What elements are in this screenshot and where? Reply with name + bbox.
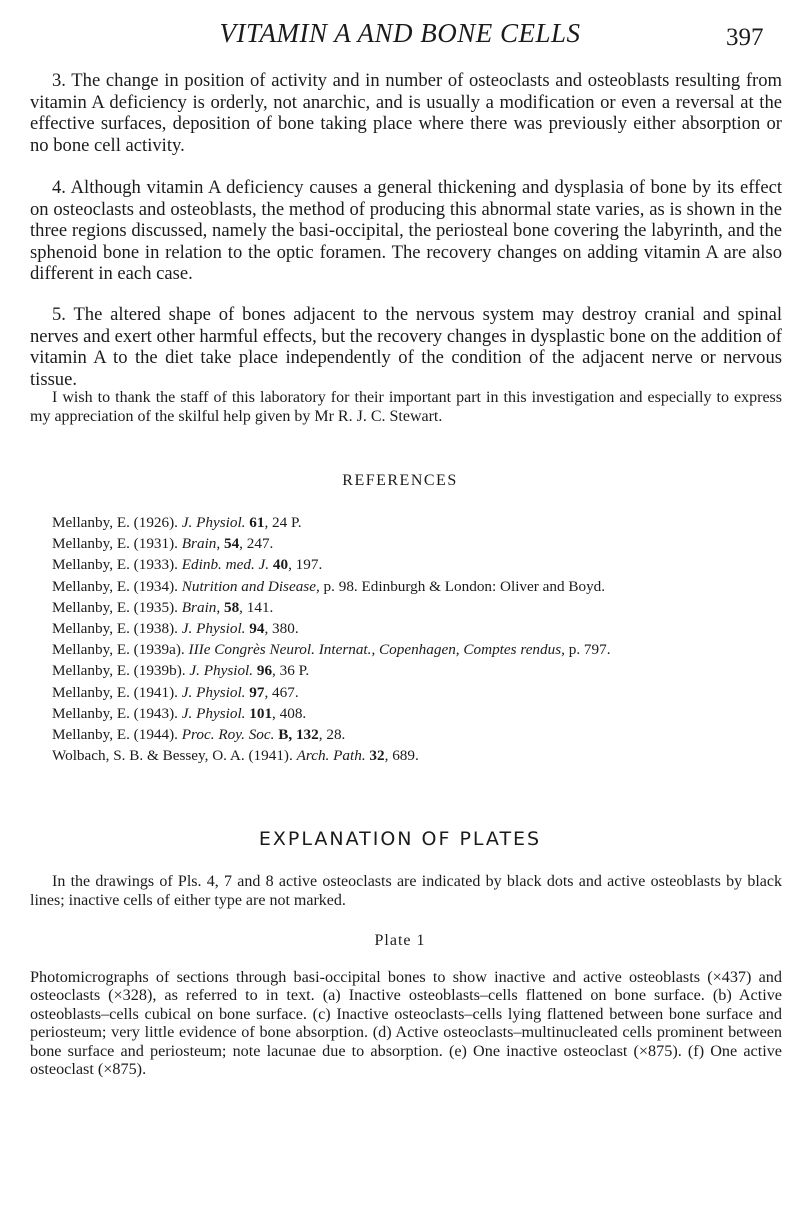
references-heading: REFERENCES: [342, 472, 458, 489]
acknowledgement: I wish to thank the staff of this laboratory for their important part in this investigation and especially to express my appreciation of the skilful help given by Mr R. J. C. Stewart.: [30, 389, 782, 425]
reference-item: Mellanby, E. (1934). Nutrition and Disease, p. 98. Edinburgh & London: Oliver and Boyd.: [52, 577, 606, 595]
plate-1-caption: Photomicrographs of sections through basi-occipital bones to show inactive and active osteoblasts (×437) and osteoclasts (×328), as referred to in text. (a) Inactive osteoblasts–cells flattened on bone surface. (b) Active osteoblasts–cells cubical on bone surface. (c) Inactive osteoclasts–cells lying flattened between bone surface and periosteum; very little evidence of bone absorption. (d) Active osteoclasts–multinucleated cells prominent between bone surface and periosteum; note lacunae due to absorption. (e) One inactive osteoclast (×875). (f) One active osteoclast (×875).: [30, 968, 782, 1079]
conclusion-paragraph-4: 4. Although vitamin A deficiency causes a general thickening and dysplasia of bone by its effect on osteoclasts and osteoblasts, the method of producing this abnormal state varies, as is shown in the three regions discussed, namely the basi-occipital, the periosteal bone covering the labyrinth, and the sphenoid bone in relation to the optic foramen. The recovery changes on adding vitamin A are also different in each case.: [30, 177, 782, 284]
page-number: 397: [726, 24, 764, 51]
reference-item: Mellanby, E. (1939a). IIIe Congrès Neurol. Internat., Copenhagen, Comptes rendus, p. 797.: [52, 641, 611, 659]
conclusion-paragraph-5: 5. The altered shape of bones adjacent to the nervous system may destroy cranial and spinal nerves and exert other harmful effects, but the recovery changes in dysplastic bone on the addition of vitamin A to the diet take place independently of the condition of the adjacent nerve or nervous tissue.: [30, 304, 782, 390]
reference-item: Mellanby, E. (1935). Brain, 58, 141.: [52, 598, 274, 616]
running-header: [0, 14, 800, 54]
reference-item: Mellanby, E. (1939b). J. Physiol. 96, 36 P.: [52, 662, 310, 680]
explanation-heading: EXPLANATION OF PLATES: [258, 828, 542, 850]
reference-item: Wolbach, S. B. & Bessey, O. A. (1941). Arch. Path. 32, 689.: [52, 747, 419, 765]
explanation-intro: In the drawings of Pls. 4, 7 and 8 active osteoclasts are indicated by black dots and active osteoblasts by black lines; inactive cells of either type are not marked.: [30, 873, 782, 909]
plate-heading: Plate 1: [374, 932, 426, 949]
reference-list: [52, 512, 792, 766]
running-title: VITAMIN A AND BONE CELLS: [219, 18, 581, 48]
reference-item: Mellanby, E. (1943). J. Physiol. 101, 408.: [52, 704, 307, 722]
reference-item: Mellanby, E. (1926). J. Physiol. 61, 24 P.: [52, 514, 302, 531]
reference-item: Mellanby, E. (1944). Proc. Roy. Soc. B, 132, 28.: [52, 726, 346, 744]
reference-item: Mellanby, E. (1931). Brain, 54, 247.: [52, 535, 274, 553]
reference-item: Mellanby, E. (1938). J. Physiol. 94, 380.: [52, 620, 299, 638]
reference-item: Mellanby, E. (1941). J. Physiol. 97, 467.: [52, 683, 299, 701]
reference-item: Mellanby, E. (1933). Edinb. med. J. 40, 197.: [52, 556, 323, 574]
conclusion-paragraph-3: 3. The change in position of activity and in number of osteoclasts and osteoblasts resulting from vitamin A deficiency is orderly, not anarchic, and is usually a modification or even a reversal at the effective surfaces, deposition of bone taking place where there was previously either absorption or no bone cell activity.: [30, 70, 782, 156]
